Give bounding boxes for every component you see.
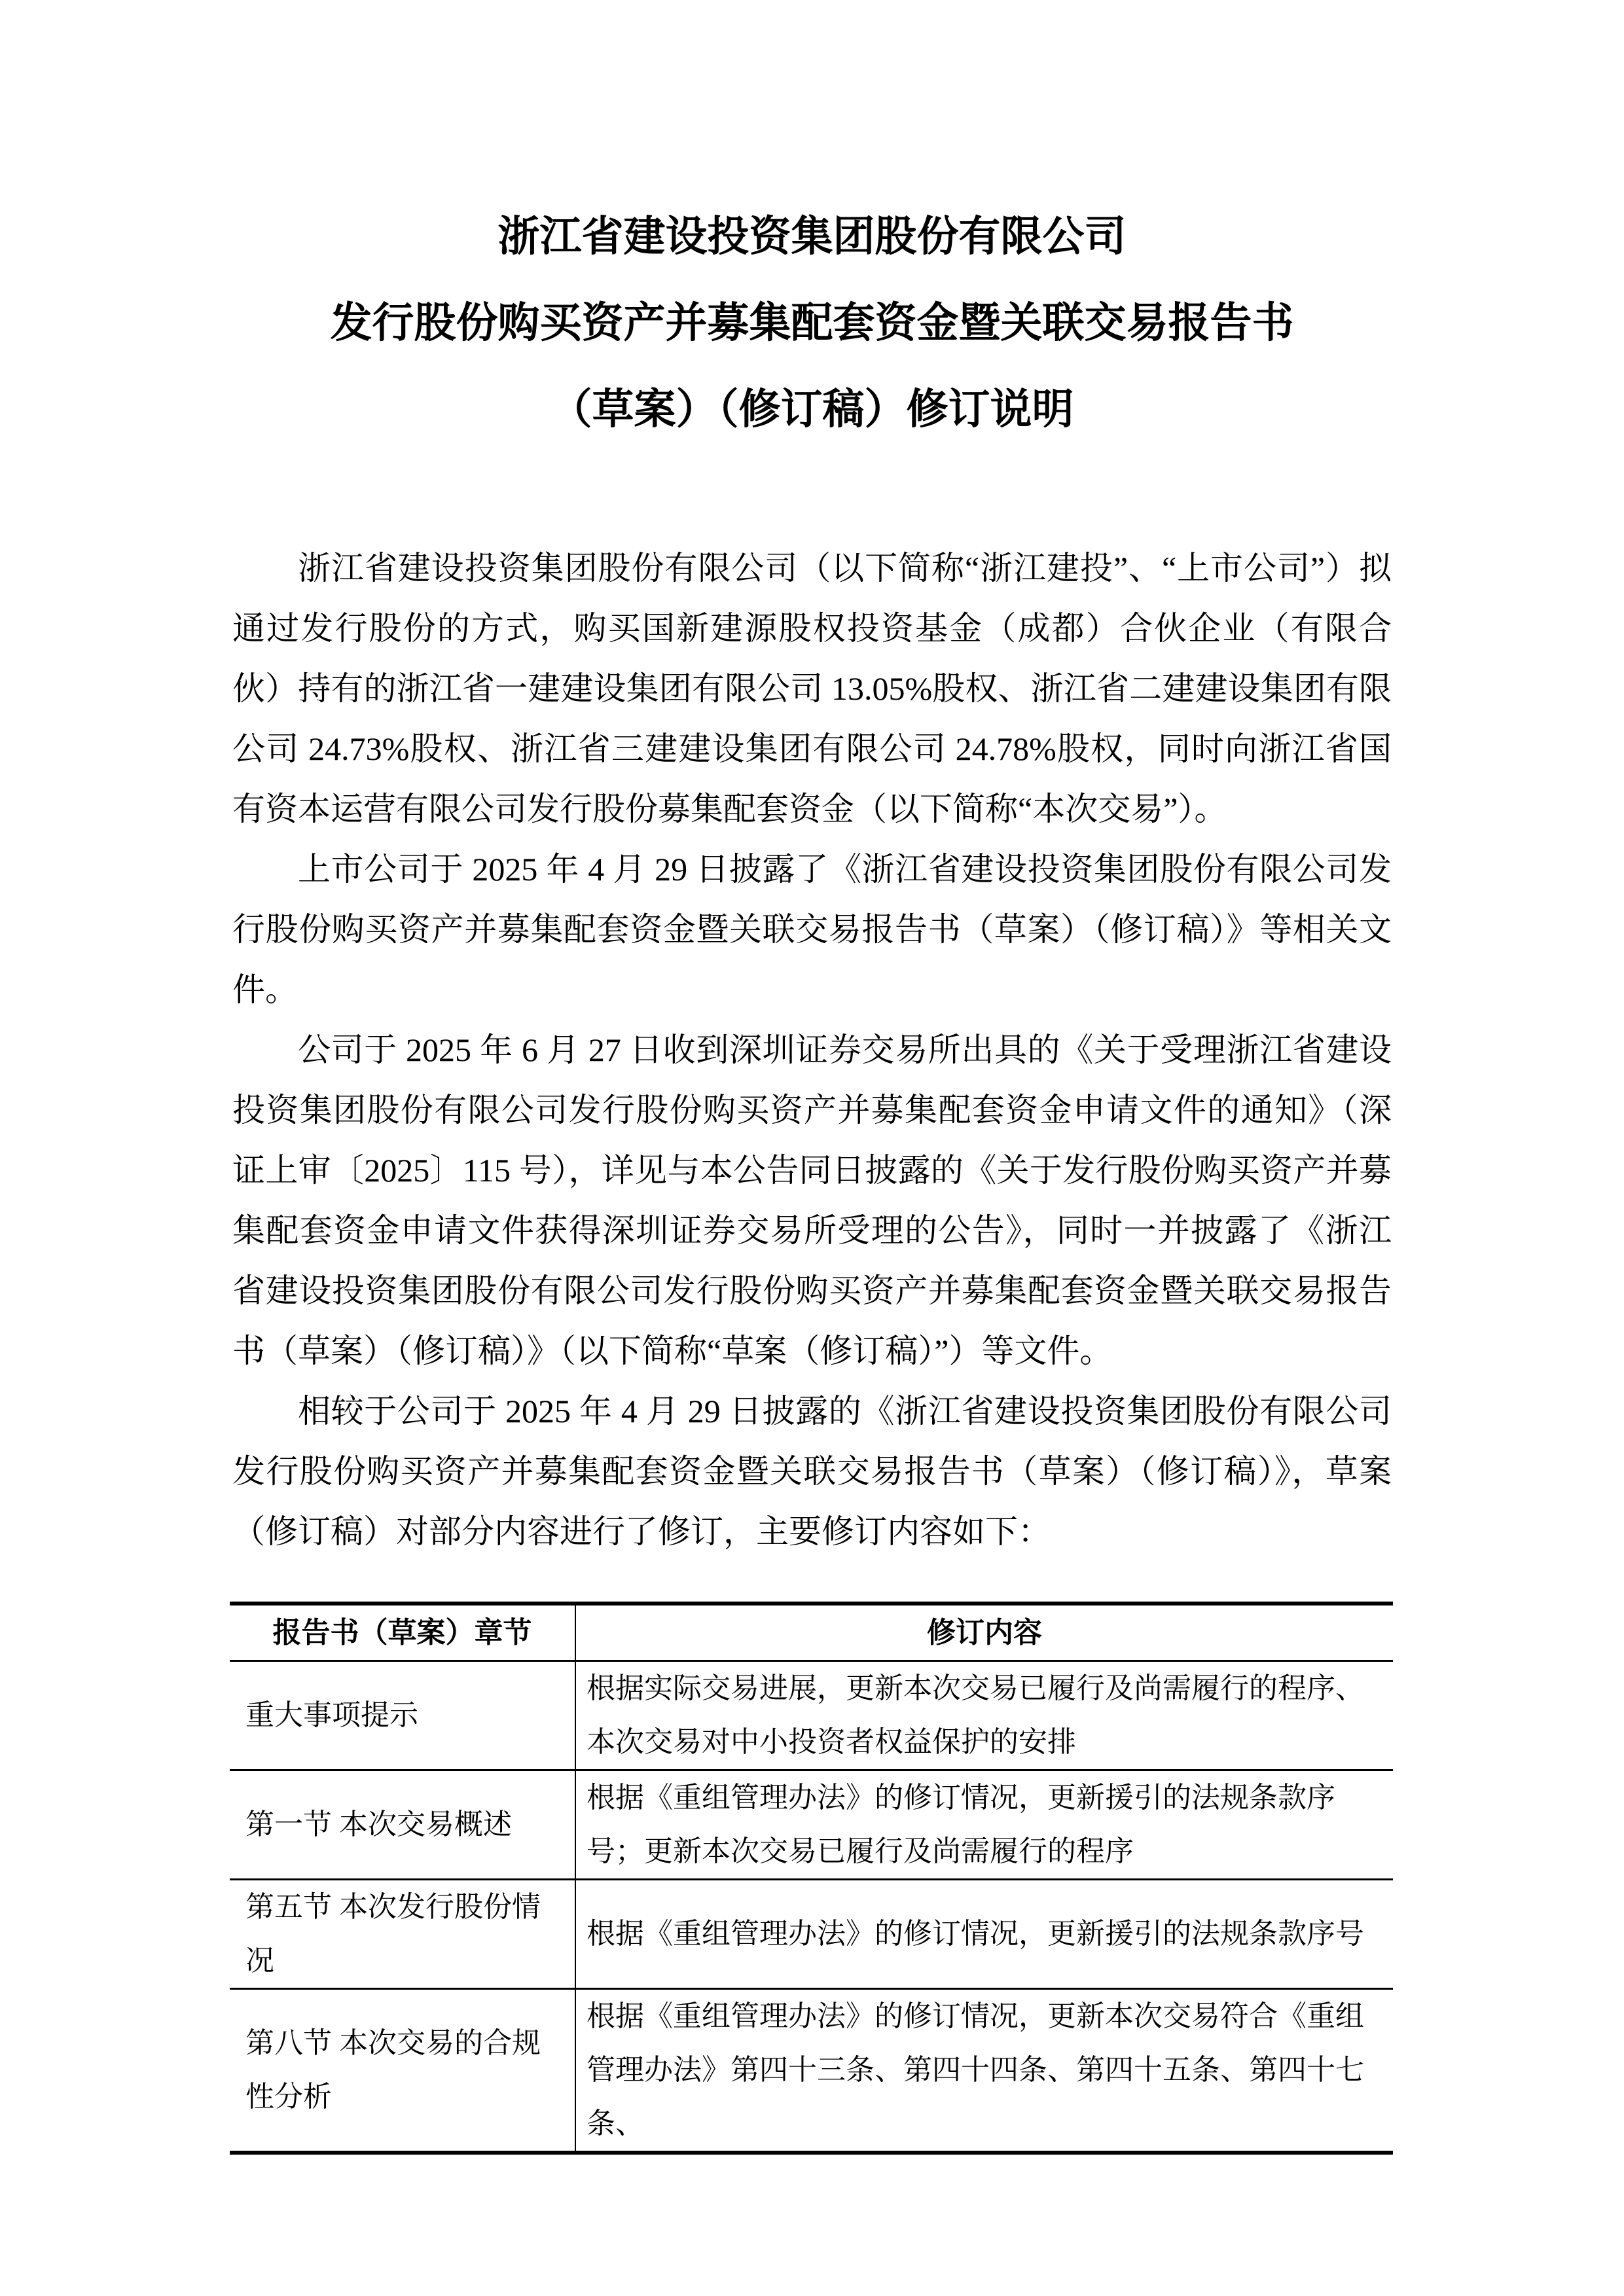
- content-cell: 根据《重组管理办法》的修订情况，更新本次交易符合《重组管理办法》第四十三条、第四十四条、第四十五条、第四十七条、: [586, 2000, 1364, 2140]
- paragraph-disclosure-april: 上市公司于 2025 年 4 月 29 日披露了《浙江省建设投资集团股份有限公司发行股份购买资产并募集配套资金暨关联交易报告书（草案）（修订稿）》等相关文件。: [232, 851, 1392, 1008]
- chapter-cell: 第一节 本次交易概述: [230, 1770, 575, 1880]
- document-body: [232, 538, 1392, 1562]
- revision-table: [230, 1602, 1393, 2155]
- paragraph-revision-intro: 相较于公司于 2025 年 4 月 29 日披露的《浙江省建设投资集团股份有限公司发行股份购买资产并募集配套资金暨关联交易报告书（草案）（修订稿）》，草案（修订稿）对部分内容进行了修订，主要修订内容如下：: [232, 1393, 1392, 1550]
- table-row: [230, 1770, 1393, 1880]
- paragraph-acceptance-notice: 公司于 2025 年 6 月 27 日收到深圳证券交易所出具的《关于受理浙江省建设投资集团股份有限公司发行股份购买资产并募集配套资金申请文件的通知》（深证上审〔2025〕115 号），详见与本公告同日披露的《关于发行股份购买资产并募集配套资金申请文件获得深圳证券交易所受理的公告》，同时一并披露了《浙江省建设投资集团股份有限公司发行股份购买资产并募集配套资金暨关联交易报告书（草案）（修订稿）》（以下简称“草案（修订稿）”）等文件。: [232, 1031, 1392, 1369]
- content-cell: 根据《重组管理办法》的修订情况，更新援引的法规条款序号: [575, 1880, 1393, 1989]
- document-title: [232, 194, 1392, 453]
- title-line-1: 浙江省建设投资集团股份有限公司: [497, 213, 1127, 260]
- title-line-3: （草案）（修订稿）修订说明: [550, 386, 1074, 433]
- content-cell: 根据实际交易进展，更新本次交易已履行及尚需履行的程序、本次交易对中小投资者权益保护的安排: [575, 1661, 1393, 1770]
- table-row: [230, 1880, 1393, 1989]
- table-row: [230, 1661, 1393, 1770]
- table-row: [230, 1989, 1393, 2153]
- chapter-cell: 第八节 本次交易的合规性分析: [230, 1989, 575, 2153]
- content-cell: 根据《重组管理办法》的修订情况，更新援引的法规条款序号；更新本次交易已履行及尚需履行的程序: [575, 1770, 1393, 1880]
- title-line-2: 发行股份购买资产并募集配套资金暨关联交易报告书: [330, 300, 1294, 346]
- table-header-row: [230, 1604, 1393, 1661]
- chapter-cell: 重大事项提示: [230, 1661, 575, 1770]
- header-content-column: 修订内容: [575, 1604, 1393, 1661]
- chapter-cell: 第五节 本次发行股份情况: [230, 1880, 575, 1989]
- paragraph-overview: 浙江省建设投资集团股份有限公司（以下简称“浙江建投”、“上市公司”）拟通过发行股份的方式，购买国新建源股权投资基金（成都）合伙企业（有限合伙）持有的浙江省一建建设集团有限公司 13.05%股权、浙江省二建建设集团有限公司 24.73%股权、浙江省三建建设集团有限公司 24.78%股权，同时向浙江省国有资本运营有限公司发行股份募集配套资金（以下简称“本次交易”）。: [232, 550, 1392, 827]
- header-chapter-column: 报告书（草案）章节: [230, 1604, 575, 1661]
